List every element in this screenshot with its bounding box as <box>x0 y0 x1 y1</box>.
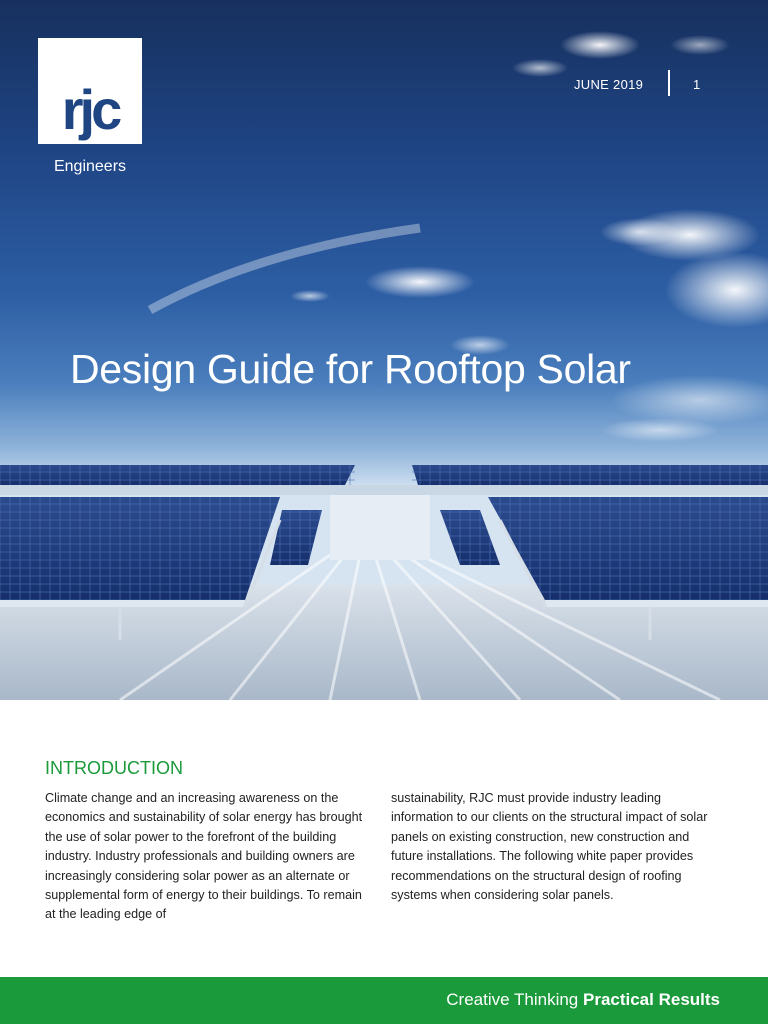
introduction-heading: INTRODUCTION <box>45 758 183 778</box>
introduction-text-left: Climate change and an increasing awareness on the economics and sustainability of solar energy has brought the use of solar power to the forefront of the building industry. Industry professionals and building owners are increasingly considering solar power as an alternate or supplemental form of energy to their buildings. To remain at the leading edge of <box>45 791 363 922</box>
introduction-text-right: sustainability, RJC must provide industry leading information to our clients on the structural impact of solar panels on existing construction, new construction and future installations. The following white paper provides recommendations on the structural design of roofing systems when considering solar panels. <box>391 791 708 903</box>
header-divider <box>668 70 670 96</box>
document-title: Design Guide for Rooftop Solar <box>70 346 631 392</box>
tagline-light: Creative Thinking <box>446 990 583 1009</box>
logo <box>38 38 142 144</box>
tagline-bold: Practical Results <box>582 990 720 1009</box>
publication-date: JUNE 2019 <box>574 77 644 92</box>
solar-panels-back-row <box>0 465 768 495</box>
footer-tagline <box>446 990 720 1010</box>
footer-bar <box>0 977 768 1024</box>
logo-text: rjc <box>61 78 119 141</box>
page-number: 1 <box>693 77 701 92</box>
logo-subtitle: Engineers <box>53 158 127 175</box>
